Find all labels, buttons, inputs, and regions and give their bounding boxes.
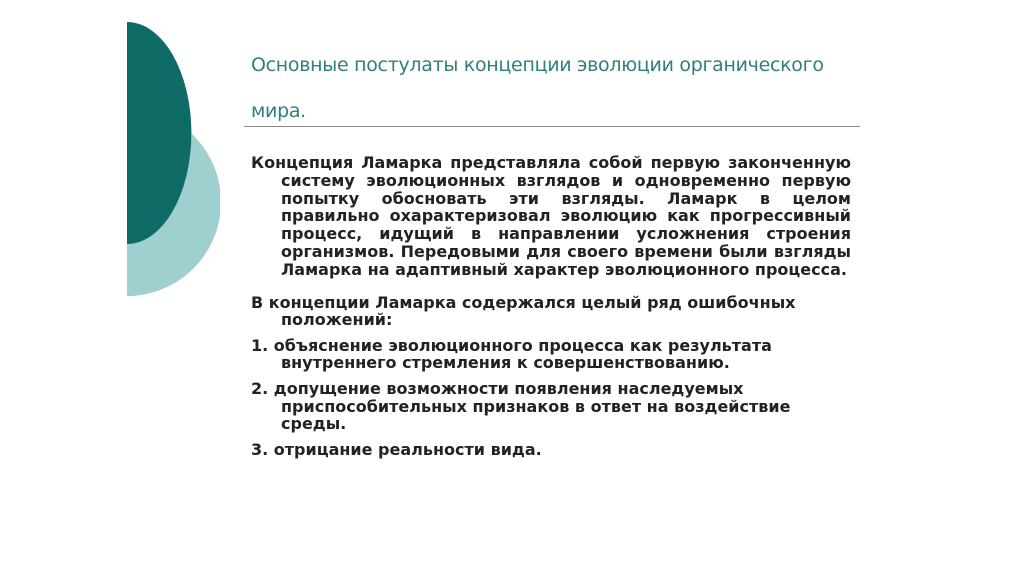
- error-item-1: 1. объяснение эволюционного процесса как результата внутреннего стремления к совершенствованию.: [251, 335, 772, 373]
- decorative-circles: [0, 0, 220, 320]
- error-item-2: 2. допущение возможности появления наследуемых приспособительных признаков в ответ на воздействие среды.: [251, 378, 791, 434]
- title-divider: [244, 126, 860, 127]
- errors-list: [251, 294, 851, 459]
- errors-intro: В концепции Ламарка содержался целый ряд ошибочных положений:: [251, 292, 796, 330]
- slide-body: [251, 154, 851, 466]
- slide-title: Основные постулаты концепции эволюции органического мира.: [251, 54, 824, 122]
- lamarck-paragraph: Концепция Ламарка представляла собой первую законченную систему эволюционных взглядов и одновременно первую попытку обосновать эти взгляды. Ламарк в целом правильно охарактеризовал эволюцию как прогрессивный процесс, идущий в направлении усложнения строения организмов. Передовыми для своего времени были взгляды Ламарка на адаптивный характер эволюционного процесса.: [251, 153, 851, 279]
- error-item-3: 3. отрицание реальности вида.: [251, 439, 542, 459]
